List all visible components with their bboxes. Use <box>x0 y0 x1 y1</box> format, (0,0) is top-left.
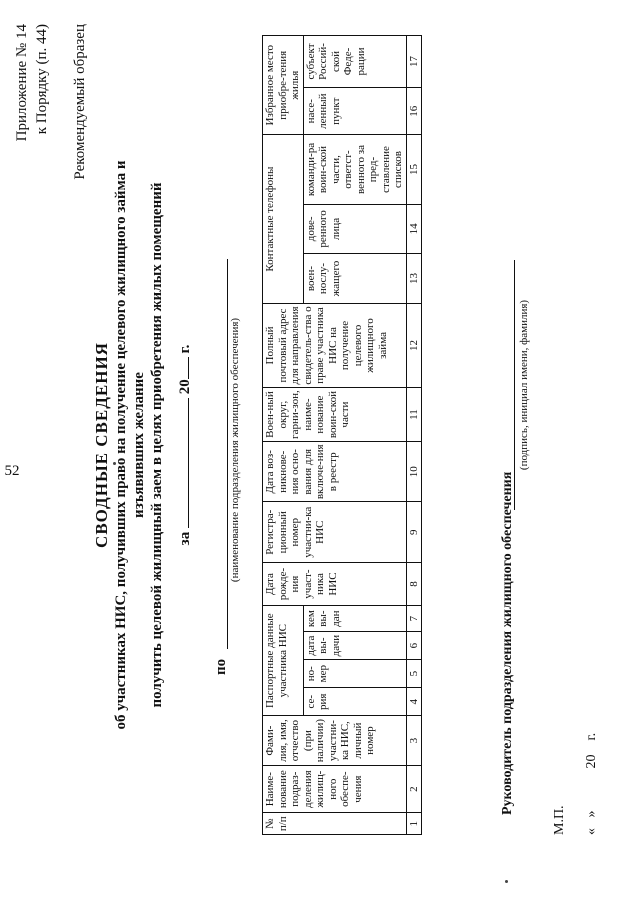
year-blank <box>174 357 189 379</box>
unit-line <box>213 255 241 675</box>
head-signature-label: Руководитель подразделения жилищного обеспечения <box>500 471 515 815</box>
col-passport-date: дата вы-дачи <box>303 632 406 660</box>
period-year-prefix: 20 <box>177 379 193 395</box>
period-label: за <box>177 531 193 546</box>
document-title: СВОДНЫЕ СВЕДЕНИЯ <box>92 342 111 548</box>
col-passport-number: но-мер <box>303 660 406 688</box>
appendix-line-2: к Порядку (п. 44) <box>34 24 50 135</box>
column-number: 3 <box>406 716 422 766</box>
page-number: 52 <box>4 463 20 479</box>
signature-line <box>514 260 515 510</box>
col-phone-serviceman: воен-нослу-жащего <box>303 254 406 304</box>
appendix-line-1: Приложение № 14 <box>14 24 30 142</box>
document-subtitle-1: об участниках НИС, получивших право на получение целевого жилищного займа и изъявивших желание <box>113 160 147 730</box>
date-line: « » 20 г. <box>584 732 599 835</box>
col-address-header: Полный почтовый адрес для направления свидетель-ства о праве участника НИС на получение целевого жилищного займа <box>263 303 407 387</box>
column-number: 14 <box>406 204 422 254</box>
unit-blank <box>227 259 228 649</box>
period-year-suffix: г. <box>177 344 193 354</box>
col-district-header: Воен-ный округ, гарни-зон, наиме-нование воин-ской части <box>263 388 407 442</box>
col-place-header: Избранное место приобре-тения жилья <box>263 36 304 135</box>
column-number: 10 <box>406 442 422 502</box>
column-number: 5 <box>406 660 422 688</box>
column-number: 9 <box>406 502 422 562</box>
col-place-region: субъект Россий-ской Феде-рации <box>303 36 406 88</box>
column-number: 11 <box>406 388 422 442</box>
title-block <box>92 125 194 765</box>
col-num-header: № п/п <box>263 813 407 835</box>
column-number: 15 <box>406 135 422 204</box>
stamp-place: М.П. <box>552 805 567 835</box>
period-blank <box>174 398 189 528</box>
col-passport-series: се-рия <box>303 688 406 716</box>
column-number: 16 <box>406 87 422 135</box>
column-number: 13 <box>406 254 422 304</box>
unit-caption: (наименование подразделения жилищного обеспечения) <box>229 317 241 583</box>
col-fio-header: Фами-лия, имя, отчество (при наличии) участни-ка НИС, личный номер <box>263 716 407 766</box>
column-number: 7 <box>406 606 422 632</box>
column-number: 8 <box>406 562 422 605</box>
col-unit-header: Наиме-нование подраз-деления жилищ-ного обеспе-чения <box>263 765 407 813</box>
col-regnum-header: Регистра-ционный номер участни-ка НИС <box>263 502 407 562</box>
column-number: 17 <box>406 36 422 88</box>
col-phone-trustee: дове-ренного лица <box>303 204 406 254</box>
unit-label: по <box>213 658 229 675</box>
col-incl-date-header: Дата воз-никнове-ния осно-вания для включе-ния в реестр <box>263 442 407 502</box>
column-number: 2 <box>406 765 422 813</box>
appendix-note <box>12 24 90 180</box>
spacer <box>52 24 70 180</box>
signature-caption: (подпись, инициал имени, фамилия) <box>518 299 530 471</box>
column-number-row <box>406 36 422 835</box>
document-subtitle-2: получить целевой жилищный заем в целях приобретения жилых помещений <box>149 182 165 708</box>
column-number: 6 <box>406 632 422 660</box>
col-phone-commander: команди-ра воин-ской части, ответст-венного за пред-ставление списков <box>303 135 406 204</box>
appendix-line-3: Рекомендуемый образец <box>72 24 88 180</box>
column-number: 4 <box>406 688 422 716</box>
header-row-1 <box>263 36 304 835</box>
column-number: 1 <box>406 813 422 835</box>
col-phones-header: Контактные телефоны <box>263 135 304 303</box>
col-passport-header: Паспортные данные участника НИС <box>263 606 304 716</box>
col-birth-header: Дата рожде-ния участ-ника НИС <box>263 562 407 605</box>
column-number: 12 <box>406 303 422 387</box>
summary-table <box>262 35 422 835</box>
col-place-settlement: насе-ленный пункт <box>303 87 406 135</box>
period-line <box>174 125 194 765</box>
col-passport-issuer: кем вы-дан <box>303 606 406 632</box>
